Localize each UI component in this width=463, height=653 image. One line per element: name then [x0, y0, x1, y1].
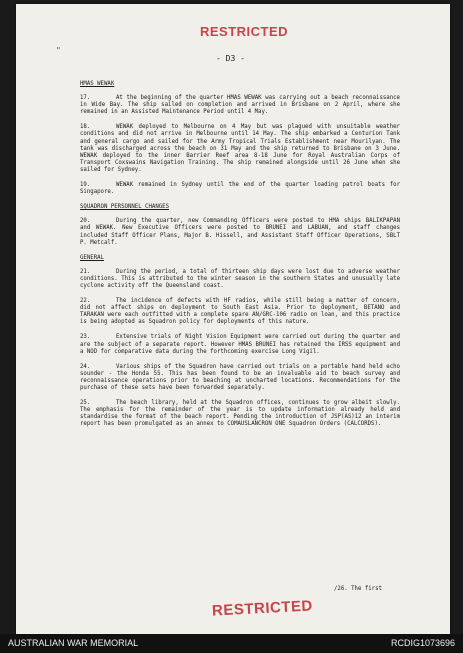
paragraph-number: 19.	[80, 182, 91, 189]
paragraph-text: During the period, a total of thirteen ship days were lost due to adverse weather conditions. This is attributed to the winter season in the southern States and unusually late cyclone activity off the Queensland coast.	[80, 268, 400, 289]
restricted-stamp-top: RESTRICTED	[200, 24, 289, 39]
paragraph-number: 24.	[80, 363, 91, 370]
paragraph	[80, 95, 400, 116]
continuation-note: /26. The first	[334, 586, 382, 592]
paragraph-text: The beach library, held at the Squadron offices, continues to grow albeit slowly. The emphasis for the remainder of the year is to update information already held and standardise the format of the beach report. Pending the introduction of JSP(AS)12 an interim report has been promulgated as an annex to COMAUSLANCRON ONE Squadron Orders (CALCORDS).	[80, 400, 400, 428]
paragraph-number: 18.	[80, 124, 91, 131]
paragraph-number: 21.	[80, 268, 91, 275]
paragraph-text: WEWAK remained in Sydney until the end of the quarter loading patrol boats for Singapore.	[80, 182, 400, 196]
paragraph-text: WEWAK deployed to Melbourne on 4 May but was plagued with unsuitable weather conditions and did not arrive in Melbourne until 14 May. The ship embarked a Centurion Tank and general cargo and sailed for the Army Tropical Trials Establishment near Mourilyan. The tank was discharged across the beach on 31 May and the ship returned to Brisbane on 3 June. WEWAK deployed to the inner Barrier Reef area 8-18 June for Royal Australian Corps of Transport Coxswains Navigation Training. The ship remained alongside until 26 June when she sailed for Sydney.	[80, 124, 400, 173]
paragraph-text: Extensive trials of Night Vision Equipment were carried out during the quarter and are the subject of a separate report. However HMAS BRUNEI has retained the IRSS equipment and a NOD for comparative data during the forthcoming exercise Long Vigil.	[80, 334, 400, 355]
paragraph-text: Various ships of the Squadron have carried out trials on a portable hand held echo sounder - the Honda 55. This has been found to be an invaluable aid to beach survey and reconnaissance operations prior to beaching at uncharted locations. Recommendations for the purchase of these sets have been forwarded separately.	[80, 363, 400, 391]
paragraph-number: 22.	[80, 298, 91, 305]
paragraph	[80, 334, 400, 355]
paragraph-text: The incidence of defects with HF radios, while still being a matter of concern, did not affect ships on deployment to South East Asia. Prior to deployment, BETANO and TARAKAN were each outfitted with a complete spare AN/GRC-106 radio on loan, and this practice is being adopted as Squadron policy for deployments of this nature.	[80, 298, 400, 326]
section-squadron-personnel-changes	[80, 204, 400, 246]
paragraph	[80, 400, 400, 428]
footer-record-id: RCDIG1073696	[390, 638, 455, 648]
paragraph	[80, 124, 400, 174]
paragraph	[80, 364, 400, 392]
page-number: - D3 -	[216, 54, 245, 63]
paragraph-number: 20.	[80, 218, 91, 225]
paragraph-text: During the quarter, new Commanding Officers were posted to HMA ships BALIKPAPAN and WEWAK. New Executive Officers were posted to BRUNEI and LABUAN, and staff changes included Staff Officer Plans, Major B. Hissell, and Assistant Staff Officer Operations, SBLT P. Metcalf.	[80, 218, 400, 246]
restricted-stamp-bottom: RESTRICTED	[211, 597, 314, 620]
paragraph	[80, 182, 400, 196]
paragraph-number: 17.	[80, 95, 91, 102]
paragraph-text: At the beginning of the quarter HMAS WEWAK was carrying out a beach reconnaissance in Wide Bay. The ship sailed on completion and arrived in Brisbane on 2 April, where she remained in an Assisted Maintenance Period until 4 May.	[80, 95, 400, 116]
section-heading: HMAS WEWAK	[80, 81, 115, 87]
section-general	[80, 255, 400, 429]
paragraph	[80, 269, 400, 290]
paragraph	[80, 298, 400, 326]
binder-mark: "	[56, 46, 61, 55]
paragraph-number: 25.	[80, 400, 91, 407]
document-page	[16, 4, 450, 634]
document-body	[80, 78, 400, 436]
archive-footer	[0, 634, 463, 653]
paragraph-number: 23.	[80, 334, 91, 341]
section-hmas-wewak	[80, 81, 400, 196]
section-heading: SQUADRON PERSONNEL CHANGES	[80, 204, 170, 211]
footer-institution: AUSTRALIAN WAR MEMORIAL	[8, 638, 139, 648]
section-heading: GENERAL	[80, 254, 104, 261]
paragraph	[80, 218, 400, 246]
